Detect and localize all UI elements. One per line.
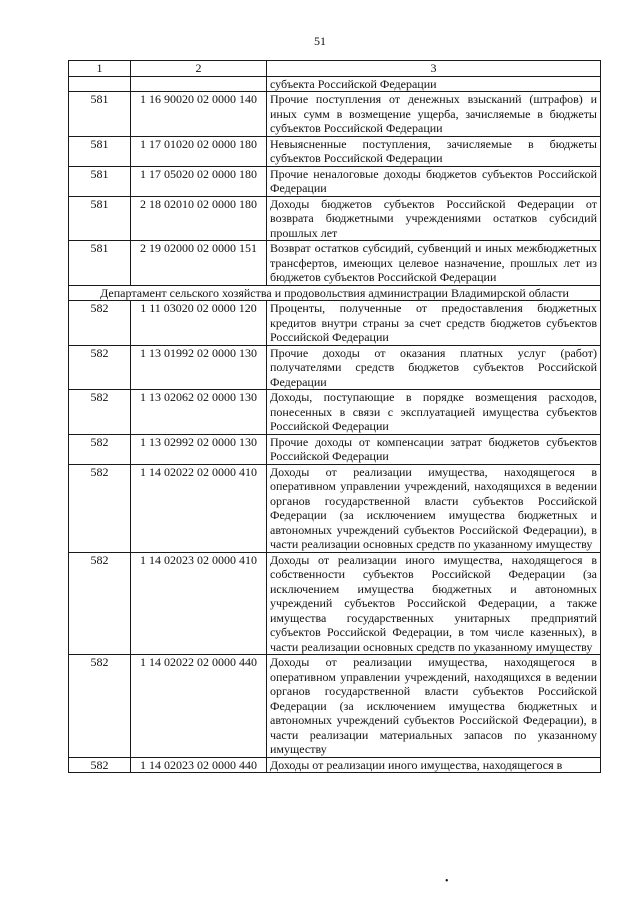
- table-row: [69, 434, 601, 464]
- description-cell: Доходы от реализации имущества, находящегося в оперативном управлении учреждений, находящихся в ведении органов государственной власти субъектов Российской Федерации (за исключением имущества бюджетных и автономных учреждений субъектов Российской Федерации), в части реализации основных средств по указанному имуществу: [267, 464, 601, 552]
- description-cell: Прочие доходы от компенсации затрат бюджетов субъектов Российской Федерации: [267, 434, 601, 464]
- revenue-code-cell: 1 17 05020 02 0000 180: [131, 166, 267, 196]
- description-cell: субъекта Российской Федерации: [267, 76, 601, 92]
- admin-code-cell: 582: [69, 757, 131, 773]
- revenue-code-cell: 1 14 02022 02 0000 440: [131, 655, 267, 758]
- description-cell: Доходы, поступающие в порядке возмещения расходов, понесенных в связи с эксплуатацией имущества субъектов Российской Федерации: [267, 390, 601, 435]
- description-cell: Прочие доходы от оказания платных услуг (работ) получателями средств бюджетов субъектов Российской Федерации: [267, 345, 601, 390]
- revenue-code-cell: 2 19 02000 02 0000 151: [131, 241, 267, 286]
- description-cell: Невыясненные поступления, зачисляемые в бюджеты субъектов Российской Федерации: [267, 136, 601, 166]
- revenue-code-cell: 1 13 02062 02 0000 130: [131, 390, 267, 435]
- revenue-code-cell: 1 11 03020 02 0000 120: [131, 301, 267, 346]
- description-cell: Прочие поступления от денежных взысканий (штрафов) и иных сумм в возмещение ущерба, зачисляемые в бюджеты субъектов Российской Федерации: [267, 92, 601, 137]
- admin-code-cell: 582: [69, 345, 131, 390]
- admin-code-cell: 582: [69, 655, 131, 758]
- table-row: [69, 464, 601, 552]
- revenue-code-cell: 1 14 02022 02 0000 410: [131, 464, 267, 552]
- table-row: [69, 76, 601, 92]
- revenue-code-cell: 1 14 02023 02 0000 410: [131, 552, 267, 655]
- page-number: 51: [314, 34, 326, 48]
- section-heading-row: [69, 285, 601, 301]
- admin-code-cell: 581: [69, 241, 131, 286]
- table-row: [69, 655, 601, 758]
- table-row: [69, 345, 601, 390]
- table-row: [69, 241, 601, 286]
- table-row: [69, 166, 601, 196]
- table-row: [69, 196, 601, 241]
- description-cell: Доходы от реализации имущества, находящегося в оперативном управлении учреждений, находящихся в ведении органов государственной власти субъектов Российской Федерации (за исключением имущества бюджетных и автономных учреждений субъектов Российской Федерации), в части реализации материальных запасов по указанному имуществу: [267, 655, 601, 758]
- table-row: [69, 301, 601, 346]
- table-row: [69, 757, 601, 773]
- table-header-row: [69, 61, 601, 77]
- admin-code-cell: 582: [69, 552, 131, 655]
- description-cell: Доходы от реализации иного имущества, находящегося в собственности субъектов Российской Федерации (за исключением имущества бюджетных и автономных учреждений субъектов Российской Федерации, а также имущества государственных унитарных предприятий субъектов Российской Федерации, в том числе казенных), в части реализации основных средств по указанному имуществу: [267, 552, 601, 655]
- revenue-code-cell: 1 16 90020 02 0000 140: [131, 92, 267, 137]
- admin-code-cell: 582: [69, 434, 131, 464]
- header-col-2: 2: [131, 61, 267, 77]
- admin-code-cell: 582: [69, 464, 131, 552]
- revenue-code-cell: 1 13 02992 02 0000 130: [131, 434, 267, 464]
- revenue-code-cell: 2 18 02010 02 0000 180: [131, 196, 267, 241]
- header-col-1: 1: [69, 61, 131, 77]
- bottom-mark: •: [445, 876, 449, 887]
- admin-code-cell: 582: [69, 301, 131, 346]
- admin-code-cell: 581: [69, 166, 131, 196]
- description-cell: Проценты, полученные от предоставления бюджетных кредитов внутри страны за счет средств бюджетов субъектов Российской Федерации: [267, 301, 601, 346]
- revenue-code-cell: [131, 76, 267, 92]
- description-cell: Возврат остатков субсидий, субвенций и иных межбюджетных трансфертов, имеющих целевое назначение, прошлых лет из бюджетов субъектов Российской Федерации: [267, 241, 601, 286]
- admin-code-cell: 582: [69, 390, 131, 435]
- admin-code-cell: 581: [69, 196, 131, 241]
- revenue-code-cell: 1 14 02023 02 0000 440: [131, 757, 267, 773]
- admin-code-cell: 581: [69, 136, 131, 166]
- revenue-code-cell: 1 17 01020 02 0000 180: [131, 136, 267, 166]
- revenue-code-cell: 1 13 01992 02 0000 130: [131, 345, 267, 390]
- description-cell: Доходы от реализации иного имущества, находящегося в: [267, 757, 601, 773]
- table-row: [69, 390, 601, 435]
- table-row: [69, 136, 601, 166]
- section-heading: Департамент сельского хозяйства и продовольствия администрации Владимирской области: [69, 285, 601, 301]
- table-row: [69, 552, 601, 655]
- admin-code-cell: 581: [69, 92, 131, 137]
- admin-code-cell: [69, 76, 131, 92]
- description-cell: Прочие неналоговые доходы бюджетов субъектов Российской Федерации: [267, 166, 601, 196]
- description-cell: Доходы бюджетов субъектов Российской Федерации от возврата бюджетными учреждениями остатков субсидий прошлых лет: [267, 196, 601, 241]
- table-row: [69, 92, 601, 137]
- revenue-code-table: [68, 60, 601, 773]
- header-col-3: 3: [267, 61, 601, 77]
